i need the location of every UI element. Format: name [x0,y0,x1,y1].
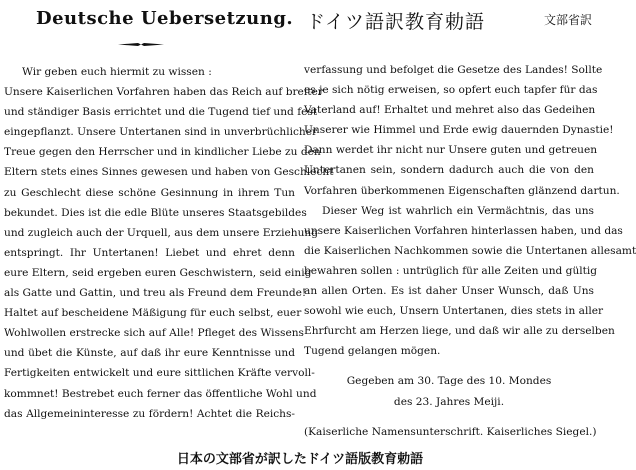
text-line: Wohlwollen erstrecke sich auf Alle! Pfleget des Wissens [4,327,304,340]
text-line: Unsere Kaiserlichen Vorfahren haben das Reich auf breiter [4,86,323,99]
left-text-column [4,62,334,424]
date-line: Gegeben am 30. Tage des 10. Mondes [346,375,552,388]
text-line: Treue gegen den Herrscher und in kindlicher Liebe zu den [4,146,321,159]
text-line: zu Geschlecht diese schöne Gesinnung in ihrem Tun [4,186,295,199]
text-line: eingepflanzt. Unsere Untertanen sind in unverbrüchlicher [4,126,318,139]
text-line: Dieser Weg ist wahrlich ein Vermächtnis, das uns [322,204,594,217]
text-line: bekundet. Dies ist die edle Blüte unseres Staatsgebildes [4,206,307,219]
text-line: als Gatte und Gattin, und treu als Freund dem Freunde! [4,287,307,300]
title-ornament [118,42,164,47]
text-line: verfassung und befolget die Gesetze des Landes! Sollte [304,64,603,76]
text-line: Wir geben euch hiermit zu wissen : [22,66,212,78]
text-line: die Kaiserlichen Nachkommen sowie die Untertanen allesamt [304,244,636,257]
text-line: kommnet! Bestrebet euch ferner das öffentliche Wohl und [4,387,317,400]
date-line: des 23. Jahres Meiji. [393,395,505,408]
text-line: und zugleich auch der Urquell, aus dem unsere Erziehung [4,226,319,239]
text-line: unsere Kaiserlichen Vorfahren hinterlassen haben, und das [304,224,623,237]
right-text-column [304,60,636,442]
japanese-title: ドイツ語訳教育勅語 [306,11,486,33]
text-line: Haltet auf bescheidene Mäßigung für euch selbst, euer [4,307,302,320]
document-header [0,4,600,34]
imperial-signature: (Kaiserliche Namensunterschrift. Kaiserliches Siegel.) [304,425,597,438]
text-line: an allen Orten. Es ist daher Unser Wunsch, daß Uns [304,285,594,298]
text-line: Vorfahren überkommenen Eigenschaften glänzend dartun. [304,184,620,197]
text-line: bewahren sollen : untrüglich für alle Zeiten und gültig [304,264,598,277]
text-line: eure Eltern, seid ergeben euren Geschwistern, seid einig [4,266,312,279]
text-line: Untertanen sein, sondern dadurch auch die von den [304,164,594,177]
german-title: Deutsche Uebersetzung. [36,8,294,29]
text-line: und übet die Künste, auf daß ihr eure Kenntnisse und [4,347,295,360]
text-line: Eltern stets eines Sinnes gewesen und haben von Geschlecht [4,166,334,179]
text-line: entspringt. Ihr Untertanen! Liebet und ehret denn [4,246,295,259]
text-line: Vaterland auf! Erhaltet und mehret also das Gedeihen [304,104,596,117]
text-line: Unserer wie Himmel und Erde ewig dauernden Dynastie! [304,124,614,137]
ministry-label: 文部省訳 [543,13,592,27]
text-line: und ständiger Basis errichtet und die Tugend tief und fest [4,106,318,119]
text-line: Tugend gelangen mögen. [304,345,441,358]
text-line: Dann werdet ihr nicht nur Unsere guten und getreuen [304,144,598,157]
text-line: sowohl wie euch, Unsern Untertanen, dies stets in aller [304,305,604,318]
text-line: Fertigkeiten entwickelt und eure sittlichen Kräfte vervoll- [4,367,315,380]
text-line: das Allgemeininteresse zu fördern! Achtet die Reichs- [4,407,295,420]
text-line: Ehrfurcht am Herzen liege, und daß wir alle zu derselben [304,325,615,338]
image-caption: 日本の文部省が訳したドイツ語版教育勅語 [176,452,424,467]
text-line: es je sich nötig erweisen, so opfert euch tapfer für das [304,84,598,97]
